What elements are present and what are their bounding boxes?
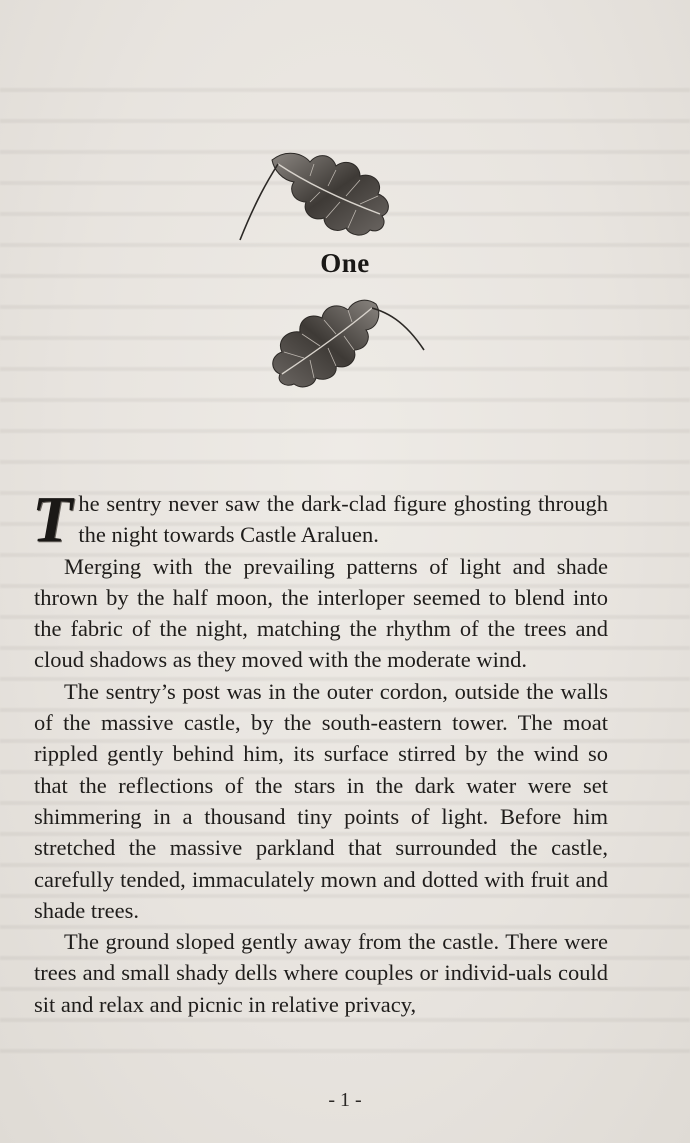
chapter-body [32,483,608,1020]
oak-leaf-icon [232,140,412,250]
paragraph: The sentry’s post was in the outer cordon, outside the walls of the massive castle, by the south-eastern tower. The moat rippled gently behind him, its surface stirred by the wind so that the reflections of the stars in the dark water were set shimmering in a thousand tiny points of light. Before him stretched the massive parkland that surrounded the castle, carefully tended, immaculately mown and dotted with fruit and shade trees. [34,678,608,923]
page-number: - 1 - [328,1089,362,1111]
oak-leaf-icon [248,290,428,390]
paragraph: Merging with the prevailing patterns of light and shade thrown by the half moon, the interloper seemed to blend into the fabric of the night, matching the rhythm of the trees and cloud shadows as they moved with the moderate wind. [34,553,608,673]
drop-cap: T [32,483,73,556]
paragraph-text: he sentry never saw the dark-clad figure ghosting through the night towards Castle Araluen. [78,491,608,548]
chapter-title: One [320,248,370,278]
paragraph: The ground sloped gently away from the castle. There were trees and small shady dells where couples or individ-uals could sit and relax and picnic in relative privacy, [34,929,608,1017]
paragraph [32,483,608,556]
